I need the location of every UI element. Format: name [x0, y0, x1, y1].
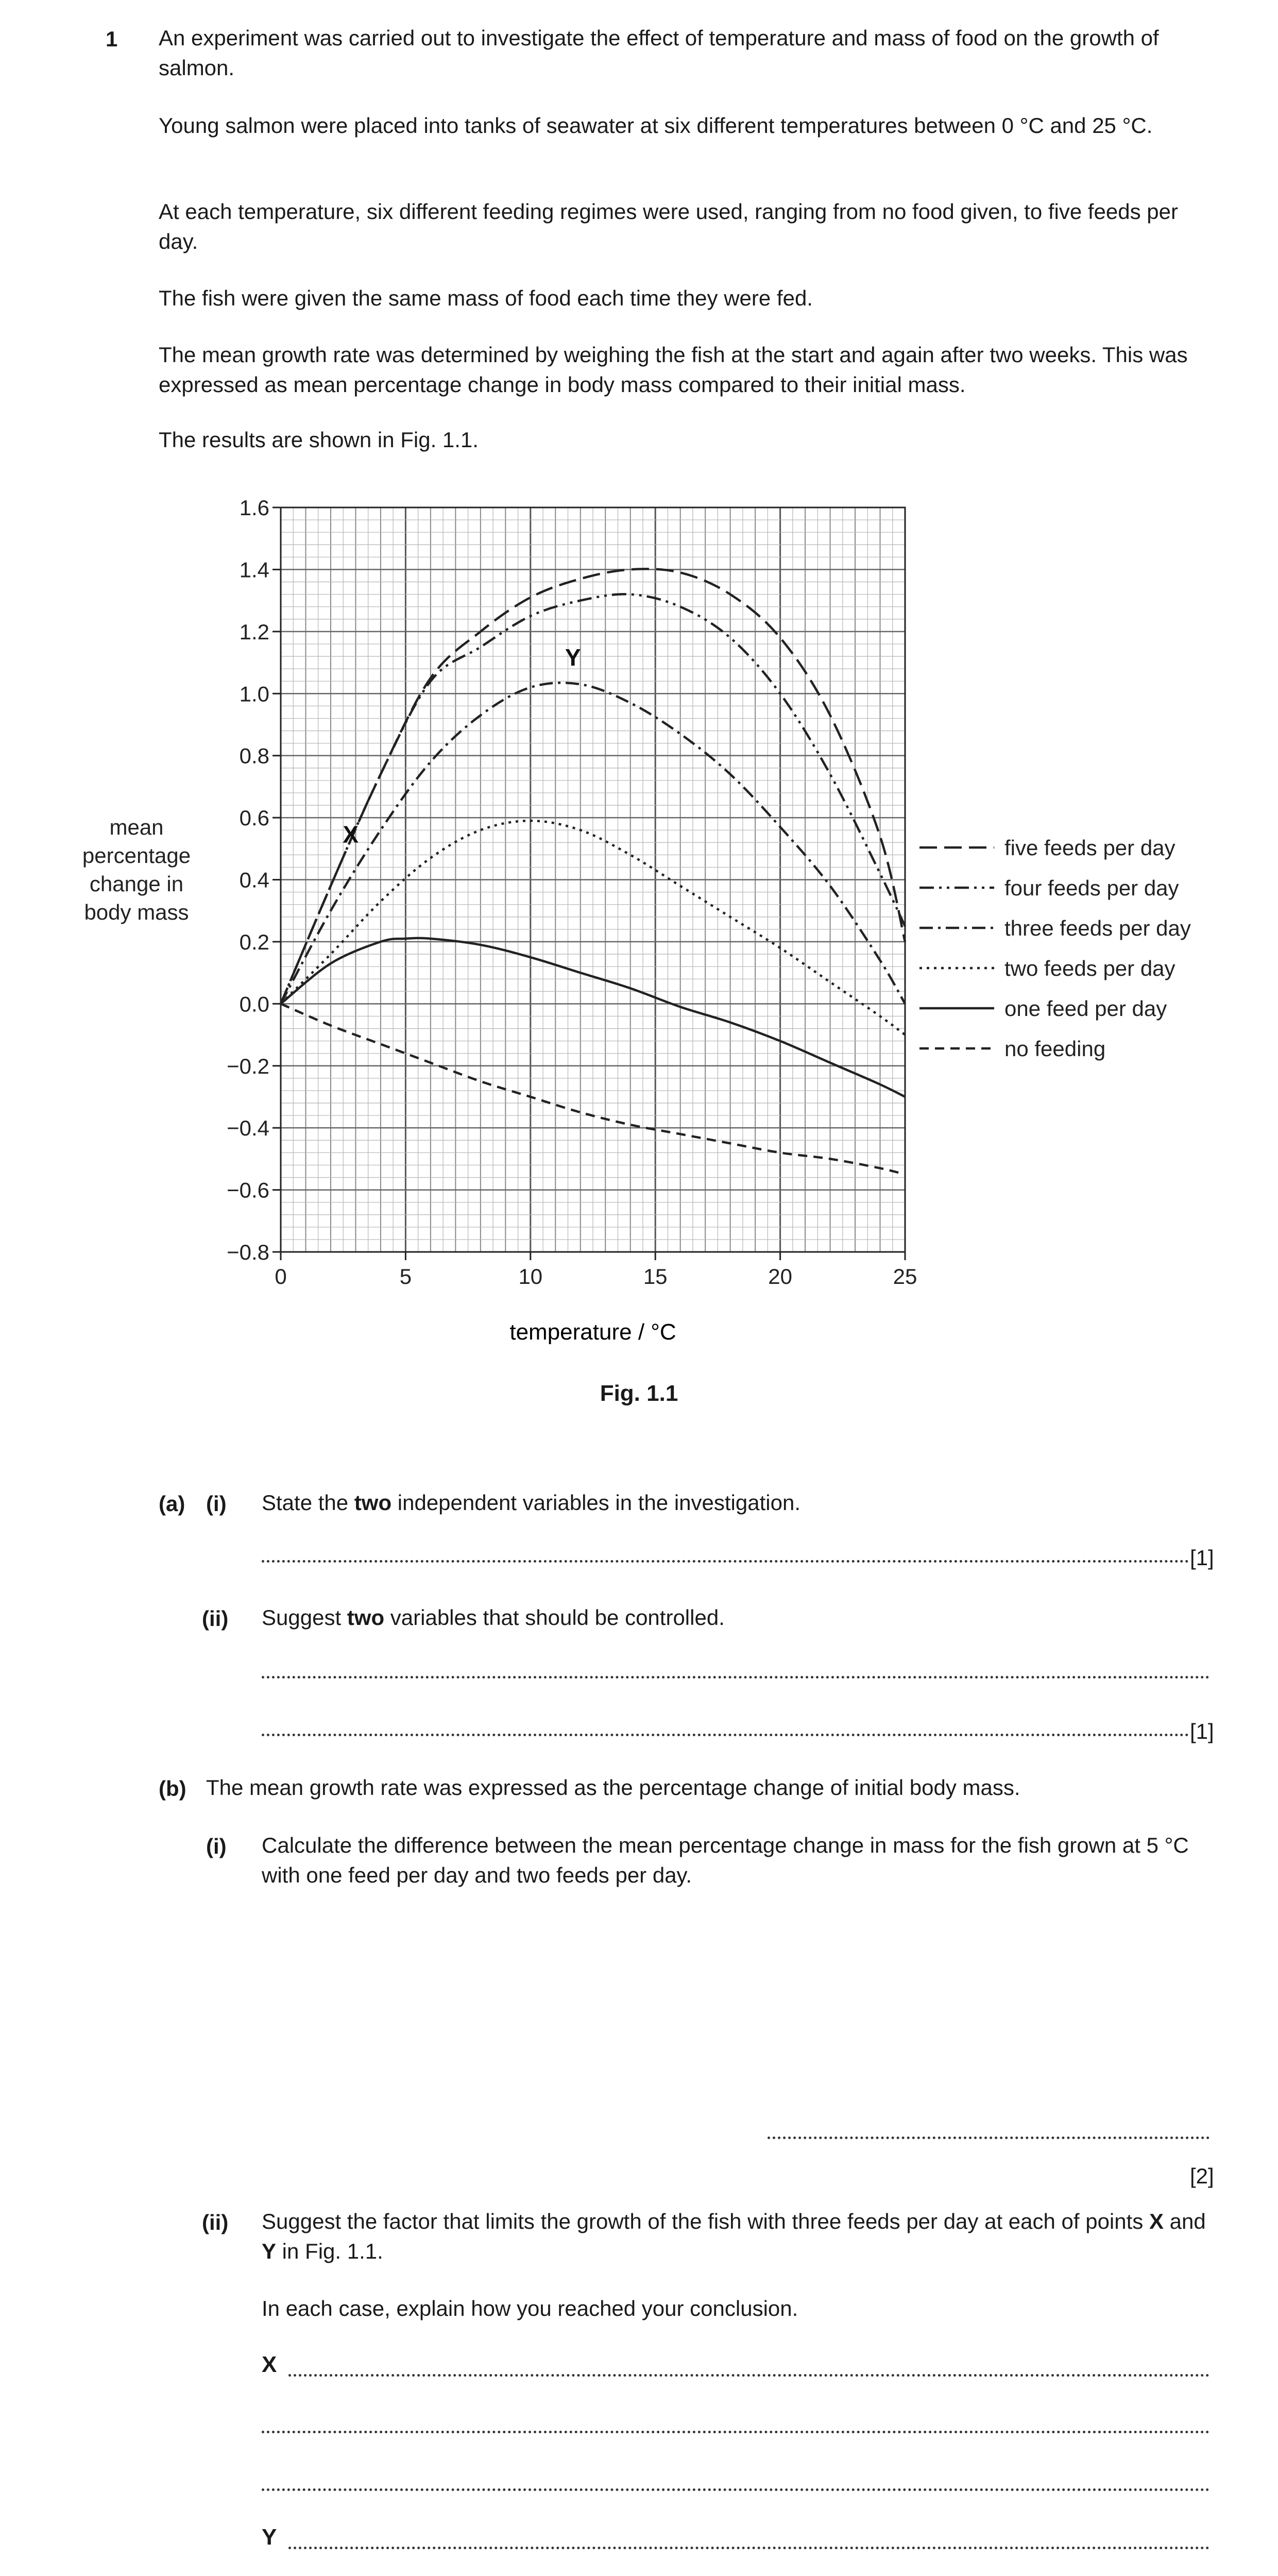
x-tick-label: 10 — [518, 1264, 543, 1289]
answer-line-b-ii-x-1[interactable] — [288, 2374, 1209, 2377]
part-a-ii-text: Suggest two variables that should be controlled. — [262, 1605, 725, 1630]
legend-entry: two feeds per day — [1004, 956, 1175, 980]
legend-entry: four feeds per day — [1004, 876, 1179, 900]
intro-paragraph-6: The results are shown in Fig. 1.1. — [159, 428, 479, 452]
y-tick-label: 1.6 — [239, 496, 269, 520]
y-tick-label: 0.8 — [239, 743, 269, 768]
answer-line-b-ii-x-3[interactable] — [262, 2488, 1209, 2491]
question-number: 1 — [106, 27, 118, 51]
part-b-ii-text-2: In each case, explain how you reached your conclusion. — [262, 2296, 798, 2320]
legend-entry: no feeding — [1004, 1037, 1106, 1061]
y-tick-label: −0.6 — [227, 1178, 269, 1202]
x-axis-label: temperature / °C — [509, 1319, 676, 1345]
annotation-x: X — [343, 821, 359, 848]
intro-paragraph-4: The fish were given the same mass of food each time they were fed. — [159, 286, 813, 310]
point-y-label: Y — [262, 2524, 277, 2550]
answer-line-b-i[interactable] — [768, 2137, 1209, 2139]
y-tick-label: 0.6 — [239, 806, 269, 831]
chart-axes — [272, 507, 905, 1260]
chart-grid — [281, 507, 905, 1252]
legend-entry: five feeds per day — [1004, 836, 1175, 860]
marks-a-ii: [1] — [1190, 1719, 1214, 1743]
intro-paragraph-3: At each temperature, six different feeding regimes were used, ranging from no food given, to five feeds per day. — [159, 199, 1179, 253]
y-tick-label: 1.2 — [239, 619, 269, 644]
y-tick-label: 1.4 — [239, 557, 269, 582]
y-tick-label: 1.0 — [239, 682, 269, 706]
part-a-label: (a) — [159, 1492, 185, 1516]
y-tick-label: −0.8 — [227, 1240, 269, 1264]
y-tick-label: 0.0 — [239, 992, 269, 1016]
y-axis-label-line: change in — [89, 872, 184, 896]
part-a-ii-label: (ii) — [202, 1606, 229, 1631]
y-tick-label: −0.2 — [227, 1054, 269, 1078]
figure-caption: Fig. 1.1 — [600, 1381, 678, 1406]
part-a-i-text: State the two independent variables in the investigation. — [262, 1490, 800, 1515]
part-b-ii-label: (ii) — [202, 2210, 229, 2234]
y-axis-label-line: percentage — [82, 843, 191, 868]
answer-line-a-i[interactable] — [262, 1560, 1189, 1563]
marks-a-i: [1] — [1190, 1546, 1214, 1570]
chart-legend — [919, 836, 1191, 1061]
marks-b-i: [2] — [1190, 2164, 1214, 2188]
y-axis-label-line: body mass — [84, 900, 189, 924]
part-b-label: (b) — [159, 1776, 186, 1801]
y-tick-label: −0.4 — [227, 1116, 269, 1141]
point-x-label: X — [262, 2352, 277, 2377]
y-tick-label: 0.2 — [239, 929, 269, 954]
y-axis-label — [82, 815, 191, 924]
part-b-i-label: (i) — [206, 1834, 227, 1858]
intro-paragraph-2: Young salmon were placed into tanks of seawater at six different temperatures between 0 °C and 25 °C. — [159, 113, 1153, 138]
part-b-ii-text: Suggest the factor that limits the growth of the fish with three feeds per day at each of points X and Y in Fig. 1.1. — [262, 2209, 1206, 2263]
answer-line-a-ii-1[interactable] — [262, 1676, 1209, 1679]
intro-paragraph-5: The mean growth rate was determined by weighing the fish at the start and again after two weeks. This was expressed as mean percentage change in body mass compared to their initial mass. — [159, 343, 1188, 397]
y-tick-label: 0.4 — [239, 868, 269, 892]
annotation-y: Y — [565, 644, 581, 671]
x-tick-label: 25 — [893, 1264, 917, 1289]
part-a-i-label: (i) — [206, 1492, 227, 1516]
x-tick-label: 20 — [768, 1264, 792, 1289]
answer-line-b-ii-x-2[interactable] — [262, 2431, 1209, 2433]
x-tick-label: 5 — [399, 1264, 412, 1289]
x-tick-label: 0 — [275, 1264, 287, 1289]
part-b-text: The mean growth rate was expressed as the percentage change of initial body mass. — [206, 1775, 1020, 1800]
y-axis-label-line: mean — [109, 815, 164, 839]
legend-entry: three feeds per day — [1004, 916, 1191, 940]
legend-entry: one feed per day — [1004, 996, 1167, 1021]
intro-paragraph-1: An experiment was carried out to investigate the effect of temperature and mass of food on the growth of salmon. — [159, 26, 1159, 80]
growth-chart — [0, 464, 1278, 1417]
part-b-i-text: Calculate the difference between the mean percentage change in mass for the fish grown at 5 °C with one feed per day and two feeds per day. — [262, 1833, 1189, 1887]
answer-line-b-ii-y-1[interactable] — [288, 2547, 1209, 2549]
x-tick-label: 15 — [643, 1264, 668, 1289]
answer-line-a-ii-2[interactable] — [262, 1734, 1189, 1736]
